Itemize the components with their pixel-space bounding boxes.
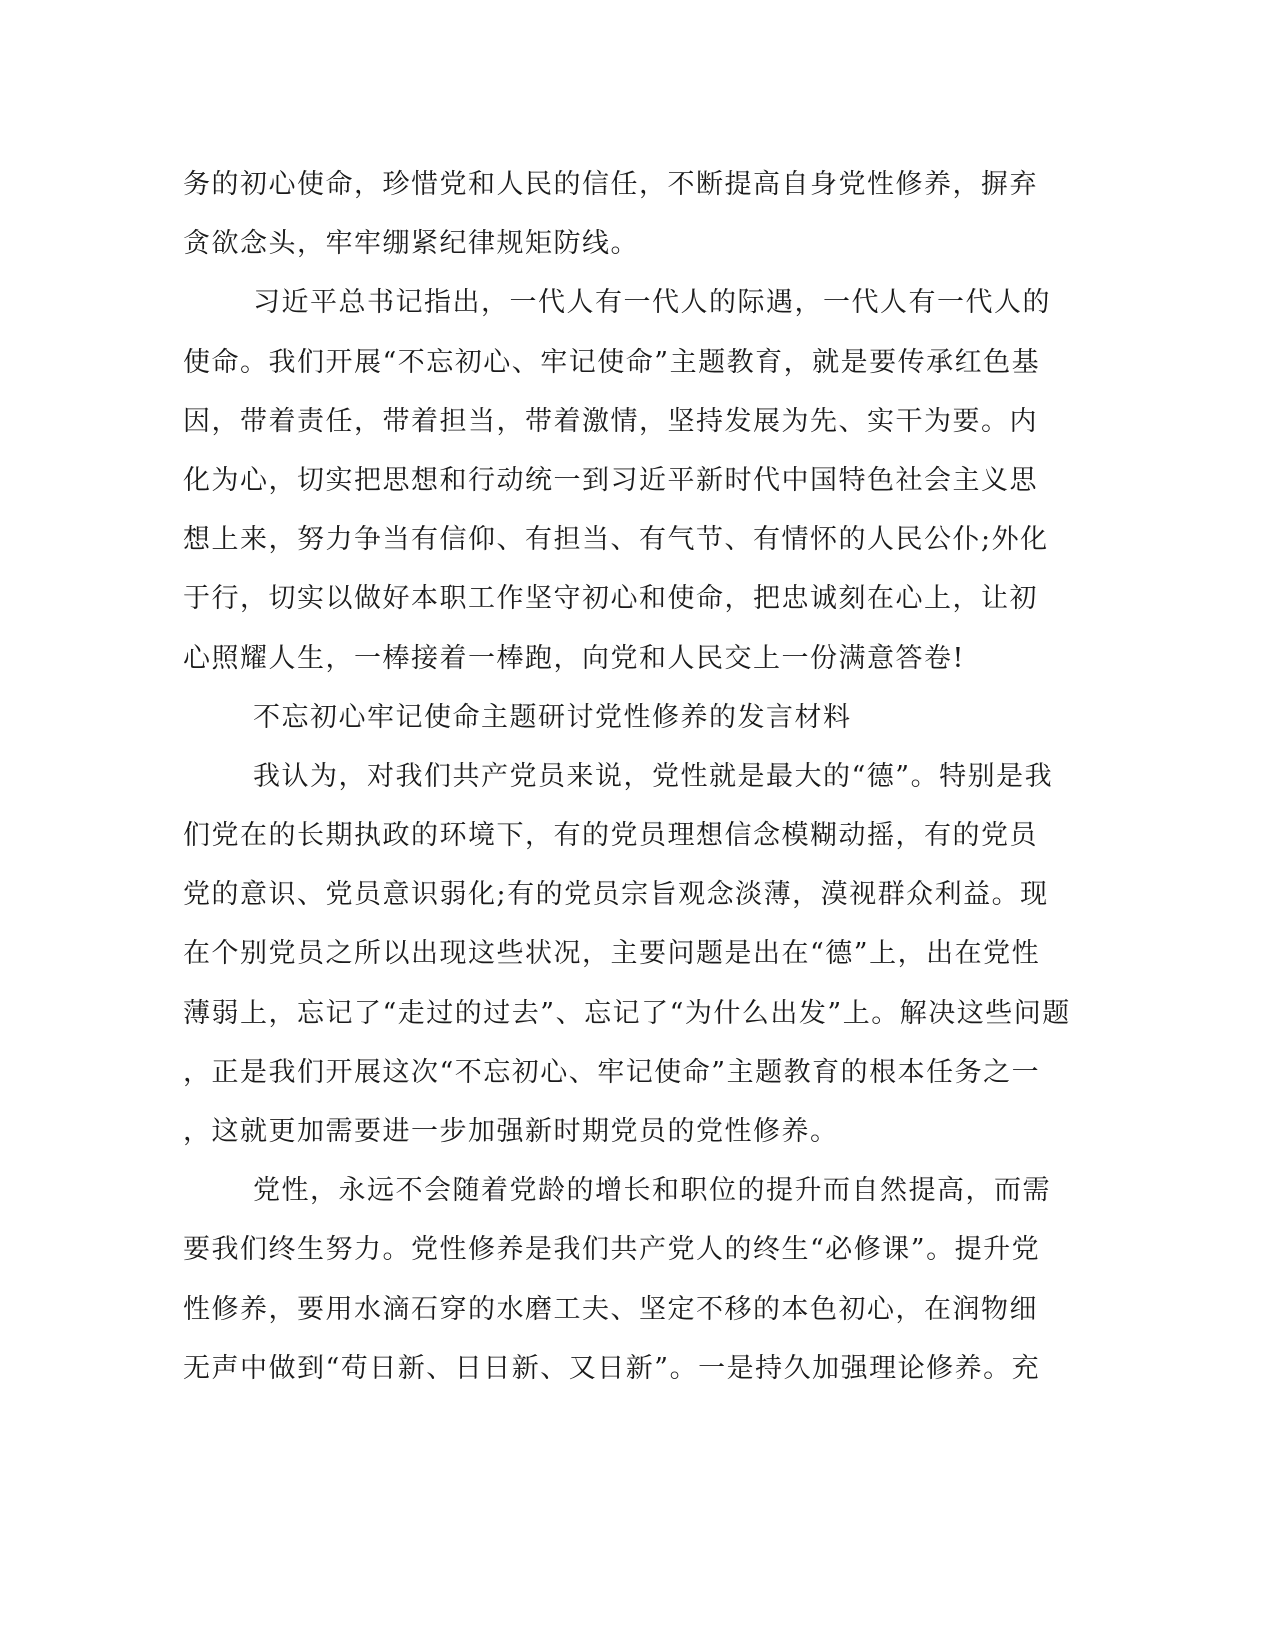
text-line: 党的意识、党员意识弱化;有的党员宗旨观念淡薄，漠视群众利益。现 <box>183 879 1049 911</box>
text-line: 贪欲念头，牢牢绷紧纪律规矩防线。 <box>183 228 639 260</box>
text-line: 想上来，努力争当有信仰、有担当、有气节、有情怀的人民公仆;外化 <box>183 524 1049 556</box>
text-line: 因，带着责任，带着担当，带着激情，坚持发展为先、实干为要。内 <box>183 405 1038 437</box>
text-line: 们党在的长期执政的环境下，有的党员理想信念模糊动摇，有的党员 <box>183 820 1038 852</box>
text-line: 要我们终生努力。党性修养是我们共产党人的终生“必修课”。提升党 <box>183 1234 1041 1266</box>
text-line: 薄弱上，忘记了“走过的过去”、忘记了“为什么出发”上。解决这些问题 <box>183 997 1071 1029</box>
text-line: 无声中做到“苟日新、日日新、又日新”。一是持久加强理论修养。充 <box>183 1352 1041 1384</box>
text-line: 于行，切实以做好本职工作坚守初心和使命，把忠诚刻在心上，让初 <box>183 583 1038 615</box>
paragraph-start-line: 习近平总书记指出，一代人有一代人的际遇，一代人有一代人的 <box>253 287 1051 319</box>
text-line: 化为心，切实把思想和行动统一到习近平新时代中国特色社会主义思 <box>183 464 1038 496</box>
text-line: ，这就更加需要进一步加强新时期党员的党性修养。 <box>183 1116 839 1147</box>
text-line: ，正是我们开展这次“不忘初心、牢记使命”主题教育的根本任务之一 <box>183 1056 1041 1088</box>
section-title: 不忘初心牢记使命主题研讨党性修养的发言材料 <box>253 701 852 733</box>
paragraph-start-line: 我认为，对我们共产党员来说，党性就是最大的“德”。特别是我 <box>253 760 1054 792</box>
paragraph-start-line: 党性，永远不会随着党龄的增长和职位的提升而自然提高，而需 <box>253 1175 1051 1207</box>
text-line: 性修养，要用水滴石穿的水磨工夫、坚定不移的本色初心，在润物细 <box>183 1293 1038 1325</box>
document-body <box>183 155 1071 1398</box>
text-line: 在个别党员之所以出现这些状况，主要问题是出在“德”上，出在党性 <box>183 938 1041 970</box>
text-line: 心照耀人生，一棒接着一棒跑，向党和人民交上一份满意答卷! <box>183 642 965 674</box>
text-line: 务的初心使命，珍惜党和人民的信任，不断提高自身党性修养，摒弃 <box>183 169 1038 200</box>
text-line: 使命。我们开展“不忘初心、牢记使命”主题教育，就是要传承红色基 <box>183 346 1041 378</box>
